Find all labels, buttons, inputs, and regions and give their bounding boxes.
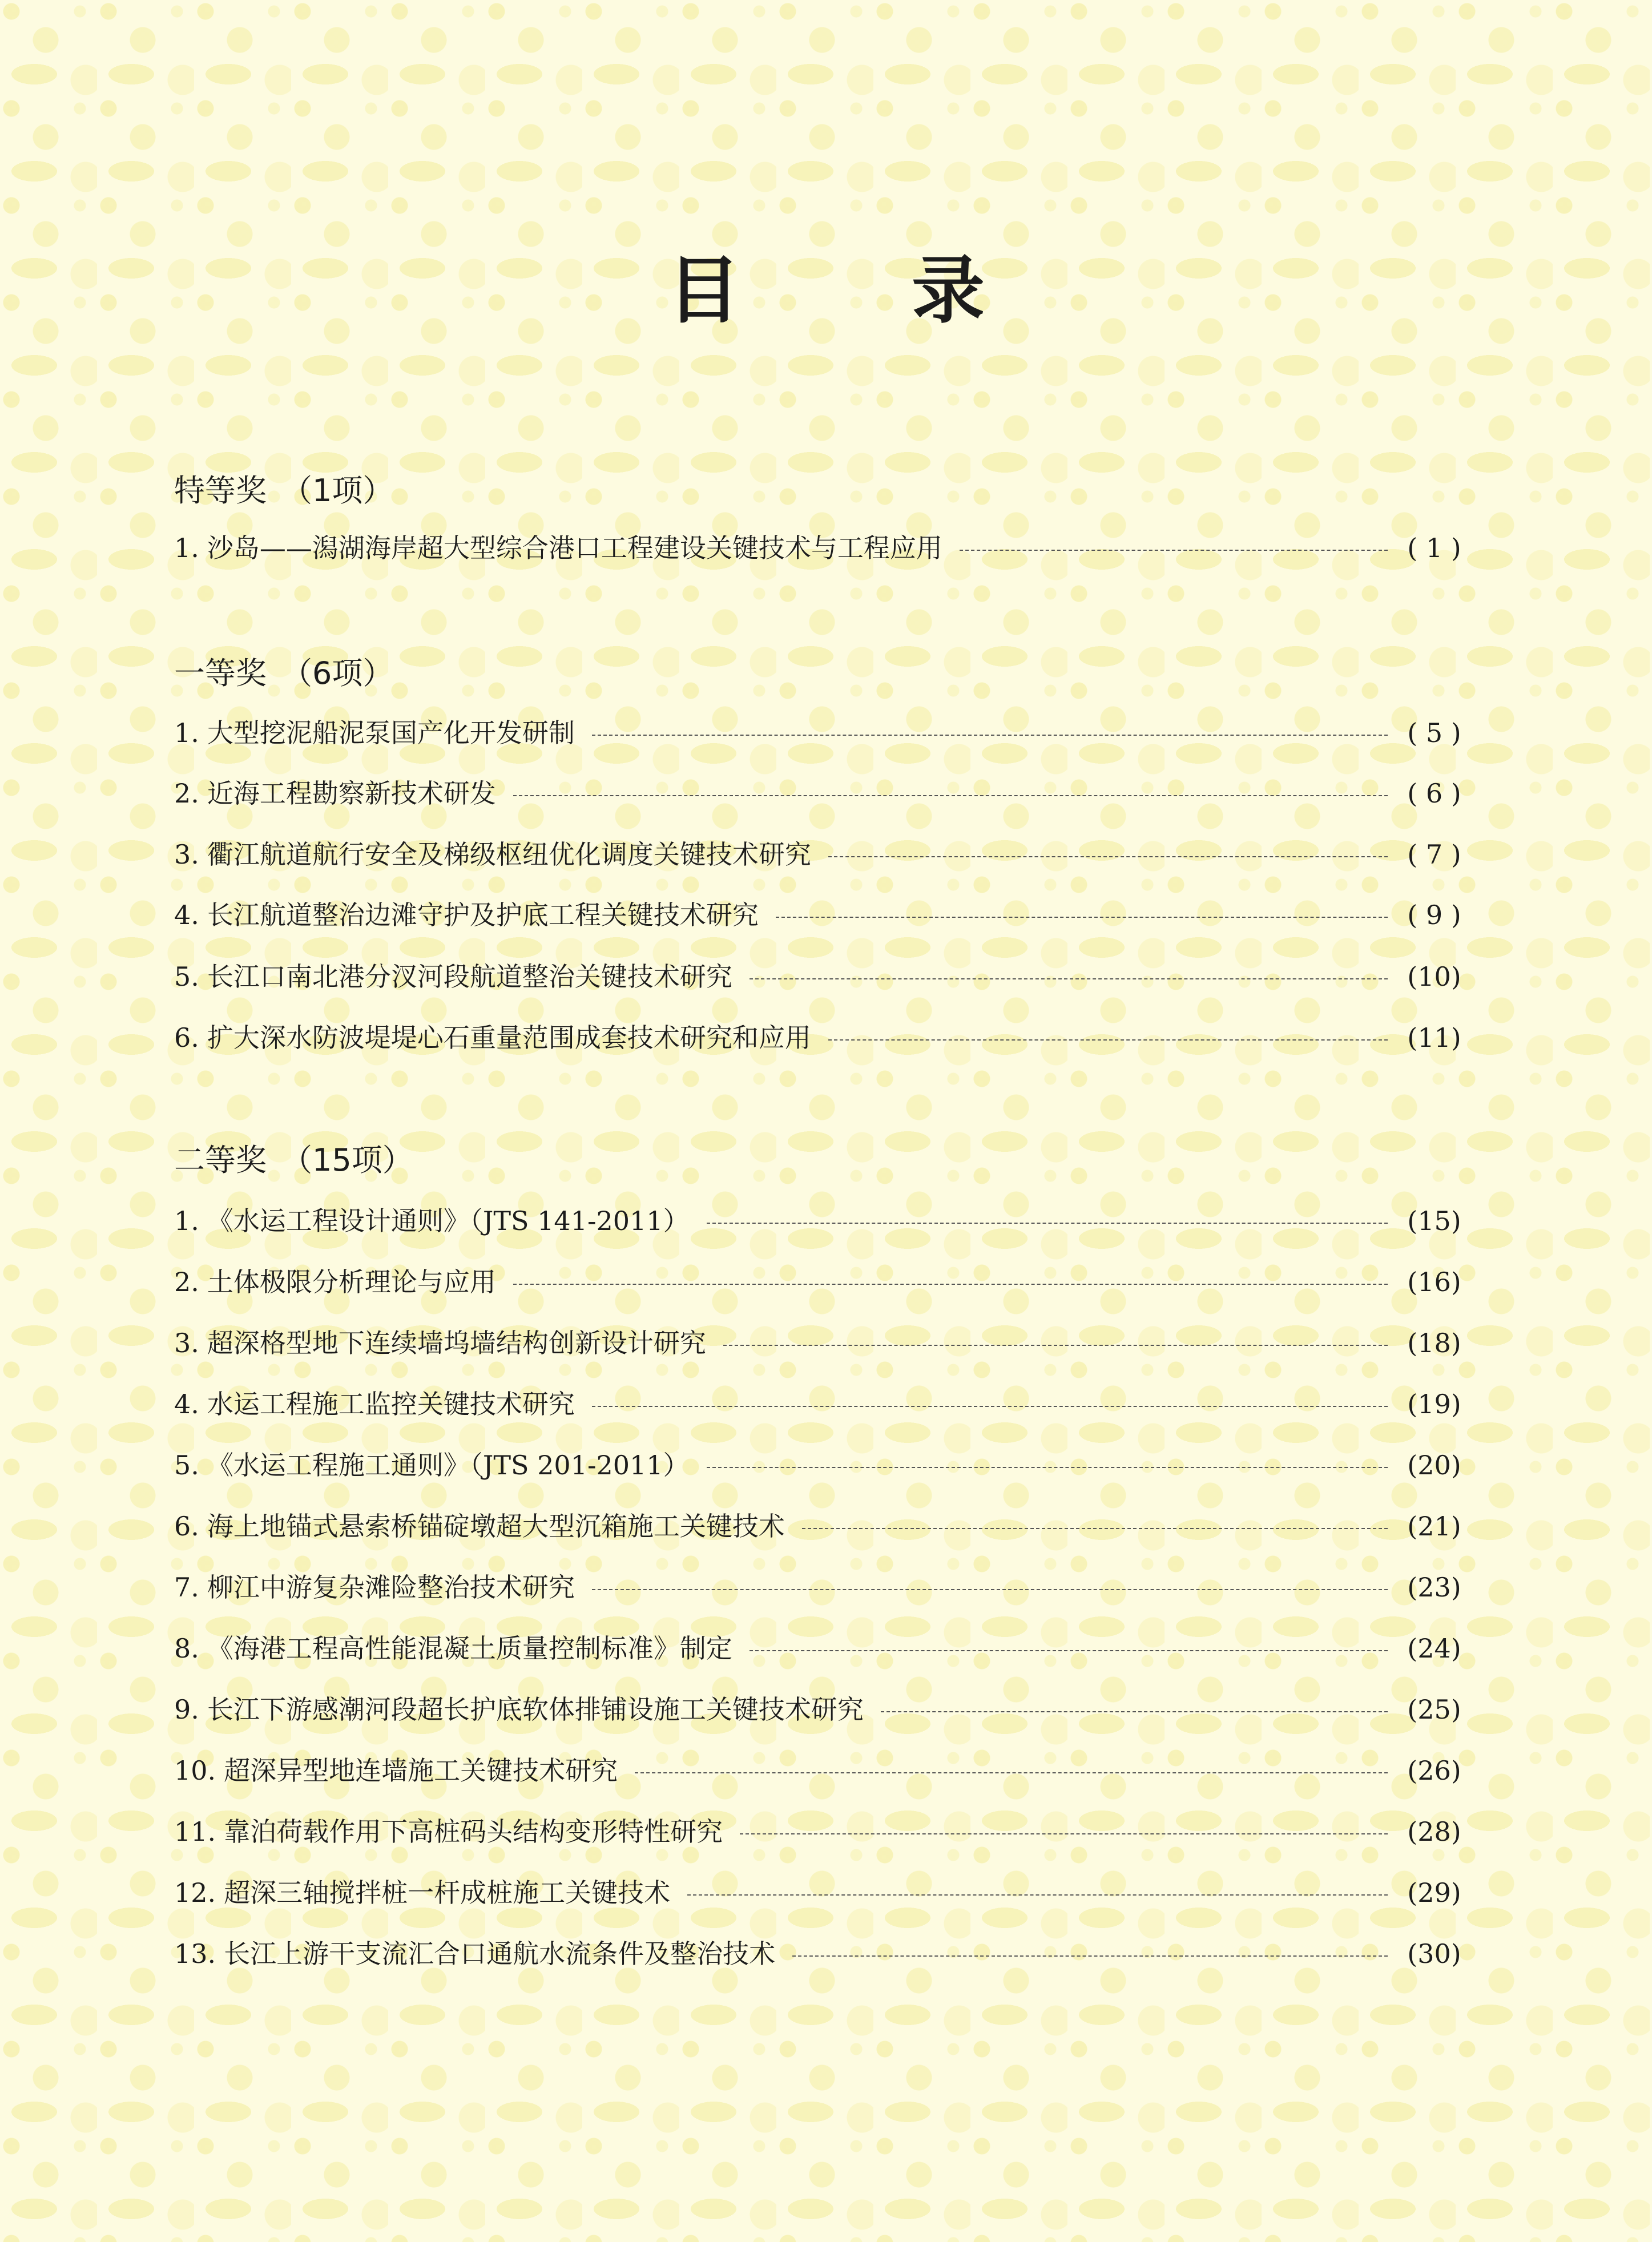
toc-entry[interactable] [174, 773, 1467, 813]
entry-number: 4. [174, 900, 199, 930]
entry-page: (21) [1407, 1511, 1461, 1542]
toc-entry[interactable] [174, 1628, 1467, 1668]
entry-number: 9. [174, 1694, 199, 1725]
toc-entry[interactable] [174, 1934, 1467, 1974]
entry-number: 2. [174, 778, 199, 809]
entry-number: 13. [174, 1938, 216, 1969]
entry-page: (26) [1407, 1755, 1461, 1786]
entry-page: (20) [1407, 1450, 1461, 1481]
dot-leader [750, 1650, 1388, 1651]
entry-number: 3. [174, 1328, 199, 1358]
entry-page: (18) [1407, 1328, 1461, 1358]
toc-entry[interactable] [174, 528, 1467, 568]
toc-entry[interactable] [174, 1751, 1467, 1791]
page-title-char-1: 目 [667, 248, 740, 333]
dot-leader [776, 917, 1388, 918]
dot-leader [592, 735, 1388, 736]
entry-page: (24) [1407, 1633, 1461, 1664]
toc-entry[interactable] [174, 834, 1467, 874]
entry-number: 1. [174, 717, 199, 748]
entry-number: 6. [174, 1022, 199, 1053]
entry-number: 11. [174, 1816, 216, 1847]
entry-page: ( 7 ) [1407, 839, 1461, 870]
entry-title: 长江口南北港分汊河段航道整治关键技术研究 [207, 961, 732, 992]
entry-title: 长江上游干支流汇合口通航水流条件及整治技术 [224, 1938, 776, 1969]
entry-number: 3. [174, 839, 199, 870]
section-heading-second [174, 1140, 413, 1180]
entry-number: 5. [174, 1450, 199, 1481]
dot-leader [828, 1039, 1388, 1041]
section-heading-special [174, 471, 393, 511]
dot-leader [707, 1467, 1388, 1468]
toc-entry[interactable] [174, 1567, 1467, 1607]
entry-page: (16) [1407, 1267, 1461, 1297]
dot-leader [881, 1711, 1388, 1712]
entry-title: 超深异型地连墙施工关键技术研究 [224, 1755, 618, 1786]
entry-title: 超深三轴搅拌桩一杆成桩施工关键技术 [224, 1877, 671, 1908]
dot-leader [513, 795, 1388, 796]
entry-title: 《海港工程高性能混凝土质量控制标准》制定 [207, 1633, 732, 1664]
dot-leader [750, 978, 1388, 979]
dot-leader [592, 1406, 1388, 1407]
entry-number: 10. [174, 1755, 216, 1786]
toc-entry[interactable] [174, 957, 1467, 997]
entry-title: 柳江中游复杂滩险整治技术研究 [207, 1572, 575, 1603]
dot-leader [792, 1955, 1388, 1957]
entry-page: (29) [1407, 1877, 1461, 1908]
toc-entry[interactable] [174, 1323, 1467, 1363]
toc-entry[interactable] [174, 1506, 1467, 1546]
toc-entry[interactable] [174, 713, 1467, 753]
dot-leader [802, 1528, 1388, 1529]
dot-leader [687, 1894, 1388, 1896]
entry-title: 大型挖泥船泥泵国产化开发研制 [207, 717, 575, 748]
section-name: 特等奖 [174, 473, 267, 509]
entry-page: ( 6 ) [1407, 778, 1461, 809]
toc-entry[interactable] [174, 1445, 1467, 1485]
toc-entry[interactable] [174, 1873, 1467, 1913]
entry-page: (10) [1407, 961, 1461, 992]
dot-leader [740, 1833, 1388, 1834]
entry-number: 7. [174, 1572, 199, 1603]
page-title [0, 245, 1652, 337]
toc-entry[interactable] [174, 1018, 1467, 1058]
toc-entry[interactable] [174, 1384, 1467, 1424]
dot-leader [707, 1223, 1388, 1224]
entry-page: ( 9 ) [1407, 900, 1461, 930]
entry-title: 超深格型地下连续墙坞墙结构创新设计研究 [207, 1328, 706, 1358]
section-name: 一等奖 [174, 655, 267, 691]
dot-leader [828, 856, 1388, 857]
entry-title: 长江航道整治边滩守护及护底工程关键技术研究 [207, 900, 759, 930]
section-heading-first [174, 654, 393, 693]
section-count: （1项） [281, 473, 394, 509]
entry-page: (28) [1407, 1816, 1461, 1847]
dot-leader [960, 550, 1388, 551]
entry-page: (23) [1407, 1572, 1461, 1603]
entry-title: 《水运工程设计通则》（JTS 141-2011） [207, 1205, 690, 1236]
entry-title: 衢江航道航行安全及梯级枢纽优化调度关键技术研究 [207, 839, 811, 870]
entry-number: 1. [174, 533, 199, 563]
entry-title: 扩大深水防波堤堤心石重量范围成套技术研究和应用 [207, 1022, 811, 1053]
page-title-char-2: 录 [912, 248, 985, 333]
dot-leader [513, 1284, 1388, 1285]
entry-title: 水运工程施工监控关键技术研究 [207, 1389, 575, 1420]
entry-title: 靠泊荷载作用下高桩码头结构变形特性研究 [224, 1816, 723, 1847]
entry-page: (15) [1407, 1205, 1461, 1236]
entry-number: 12. [174, 1877, 216, 1908]
entry-title: 土体极限分析理论与应用 [207, 1267, 496, 1297]
entry-page: (25) [1407, 1694, 1461, 1725]
entry-title: 海上地锚式悬索桥锚碇墩超大型沉箱施工关键技术 [207, 1511, 785, 1542]
entry-title: 《水运工程施工通则》（JTS 201-2011） [207, 1450, 690, 1481]
section-count: （15项） [281, 1142, 413, 1178]
section-count: （6项） [281, 655, 394, 691]
entry-number: 1. [174, 1205, 199, 1236]
entry-page: (30) [1407, 1938, 1461, 1969]
entry-number: 8. [174, 1633, 199, 1664]
entry-number: 4. [174, 1389, 199, 1420]
entry-page: (19) [1407, 1389, 1461, 1420]
toc-entry[interactable] [174, 895, 1467, 935]
toc-entry[interactable] [174, 1689, 1467, 1729]
dot-leader [723, 1345, 1388, 1346]
entry-title: 沙岛——潟湖海岸超大型综合港口工程建设关键技术与工程应用 [207, 533, 942, 563]
toc-entry[interactable] [174, 1262, 1467, 1302]
entry-page: ( 5 ) [1407, 717, 1461, 748]
entry-number: 2. [174, 1267, 199, 1297]
section-name: 二等奖 [174, 1142, 267, 1178]
toc-entry[interactable] [174, 1201, 1467, 1241]
entry-page: ( 1 ) [1407, 533, 1461, 563]
entry-title: 长江下游感潮河段超长护底软体排铺设施工关键技术研究 [207, 1694, 864, 1725]
entry-title: 近海工程勘察新技术研发 [207, 778, 496, 809]
toc-entry[interactable] [174, 1812, 1467, 1852]
entry-number: 6. [174, 1511, 199, 1542]
entry-page: (11) [1407, 1022, 1461, 1053]
dot-leader [592, 1589, 1388, 1590]
entry-number: 5. [174, 961, 199, 992]
dot-leader [635, 1772, 1388, 1773]
